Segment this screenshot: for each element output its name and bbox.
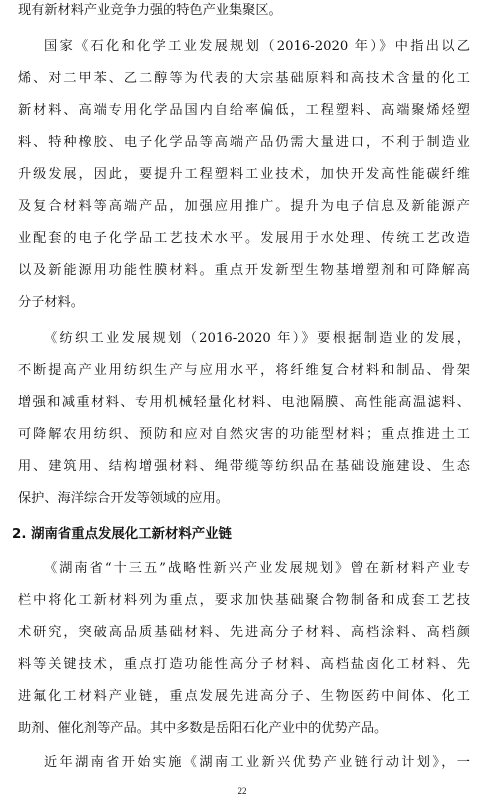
text-line: 国家《石化和化学工业发展规划（2016-2020 年）》中指出以乙 xyxy=(44,39,470,54)
text-line: 用、建筑用、结构增强材料、绳带缆等纺织品在基础设施建设、生态 xyxy=(18,459,470,474)
text-line: 不断提高产业用纺织生产与应用水平，将纤维复合材料和制品、骨架 xyxy=(18,363,470,378)
text-line: 烯、对二甲苯、乙二醇等为代表的大宗基础原料和高技术含量的化工 xyxy=(18,71,470,86)
text-line: 新材料、高端专用化学品国内自给率偏低，工程塑料、高端聚烯烃塑 xyxy=(18,103,470,118)
text-line: 及复合材料等高端产品，加强应用推广。提升为电子信息及新能源产 xyxy=(18,199,470,214)
text-line: 可降解农用纺织、预防和应对自然灾害的功能型材料；重点推进土工 xyxy=(18,427,470,442)
text-line: 现有新材料产业竞争力强的特色产业集聚区。 xyxy=(18,3,282,18)
text-line: 升级发展，因此，要提升工程塑料工业技术，加快开发高性能碳纤维 xyxy=(18,167,470,182)
page-number: 22 xyxy=(237,786,247,796)
text-line: 进氟化工材料产业链，重点发展先进高分子、生物医药中间体、化工 xyxy=(18,689,470,704)
text-line: 增强和减重材料、专用机械轻量化材料、电池隔膜、高性能高温滤料、 xyxy=(18,395,470,410)
text-line: 《纺织工业发展规划（2016-2020 年）》要根据制造业的发展， xyxy=(44,331,470,346)
text-line: 助剂、催化剂等产品。其中多数是岳阳石化产业中的优势产品。 xyxy=(18,721,388,736)
text-line: 栏中将化工新材料列为重点，要求加快基础聚合物制备和成套工艺技 xyxy=(18,593,470,608)
text-line: 近年湖南省开始实施《湖南工业新兴优势产业链行动计划》，一 xyxy=(44,755,470,770)
text-line: 《湖南省“十三五”战略性新兴产业发展规划》曾在新材料产业专 xyxy=(44,561,470,576)
text-line: 料、特种橡胶、电子化学品等高端产品仍需大量进口，不利于制造业 xyxy=(18,135,470,150)
text-line: 术研究，突破高品质基础材料、先进高分子材料、高档涂料、高档颜 xyxy=(18,625,470,640)
text-line: 保护、海洋综合开发等领域的应用。 xyxy=(18,491,229,506)
text-line: 以及新能源用功能性膜材料。重点开发新型生物基增塑剂和可降解高 xyxy=(18,263,470,278)
text-line: 料等关键技术，重点打造功能性高分子材料、高档盐卤化工材料、先 xyxy=(18,657,470,672)
text-line: 业配套的电子化学品工艺技术水平。发展用于水处理、传统工艺改造 xyxy=(18,231,470,246)
section-heading: 2. 湖南省重点发展化工新材料产业链 xyxy=(12,527,232,542)
text-line: 分子材料。 xyxy=(18,295,84,310)
